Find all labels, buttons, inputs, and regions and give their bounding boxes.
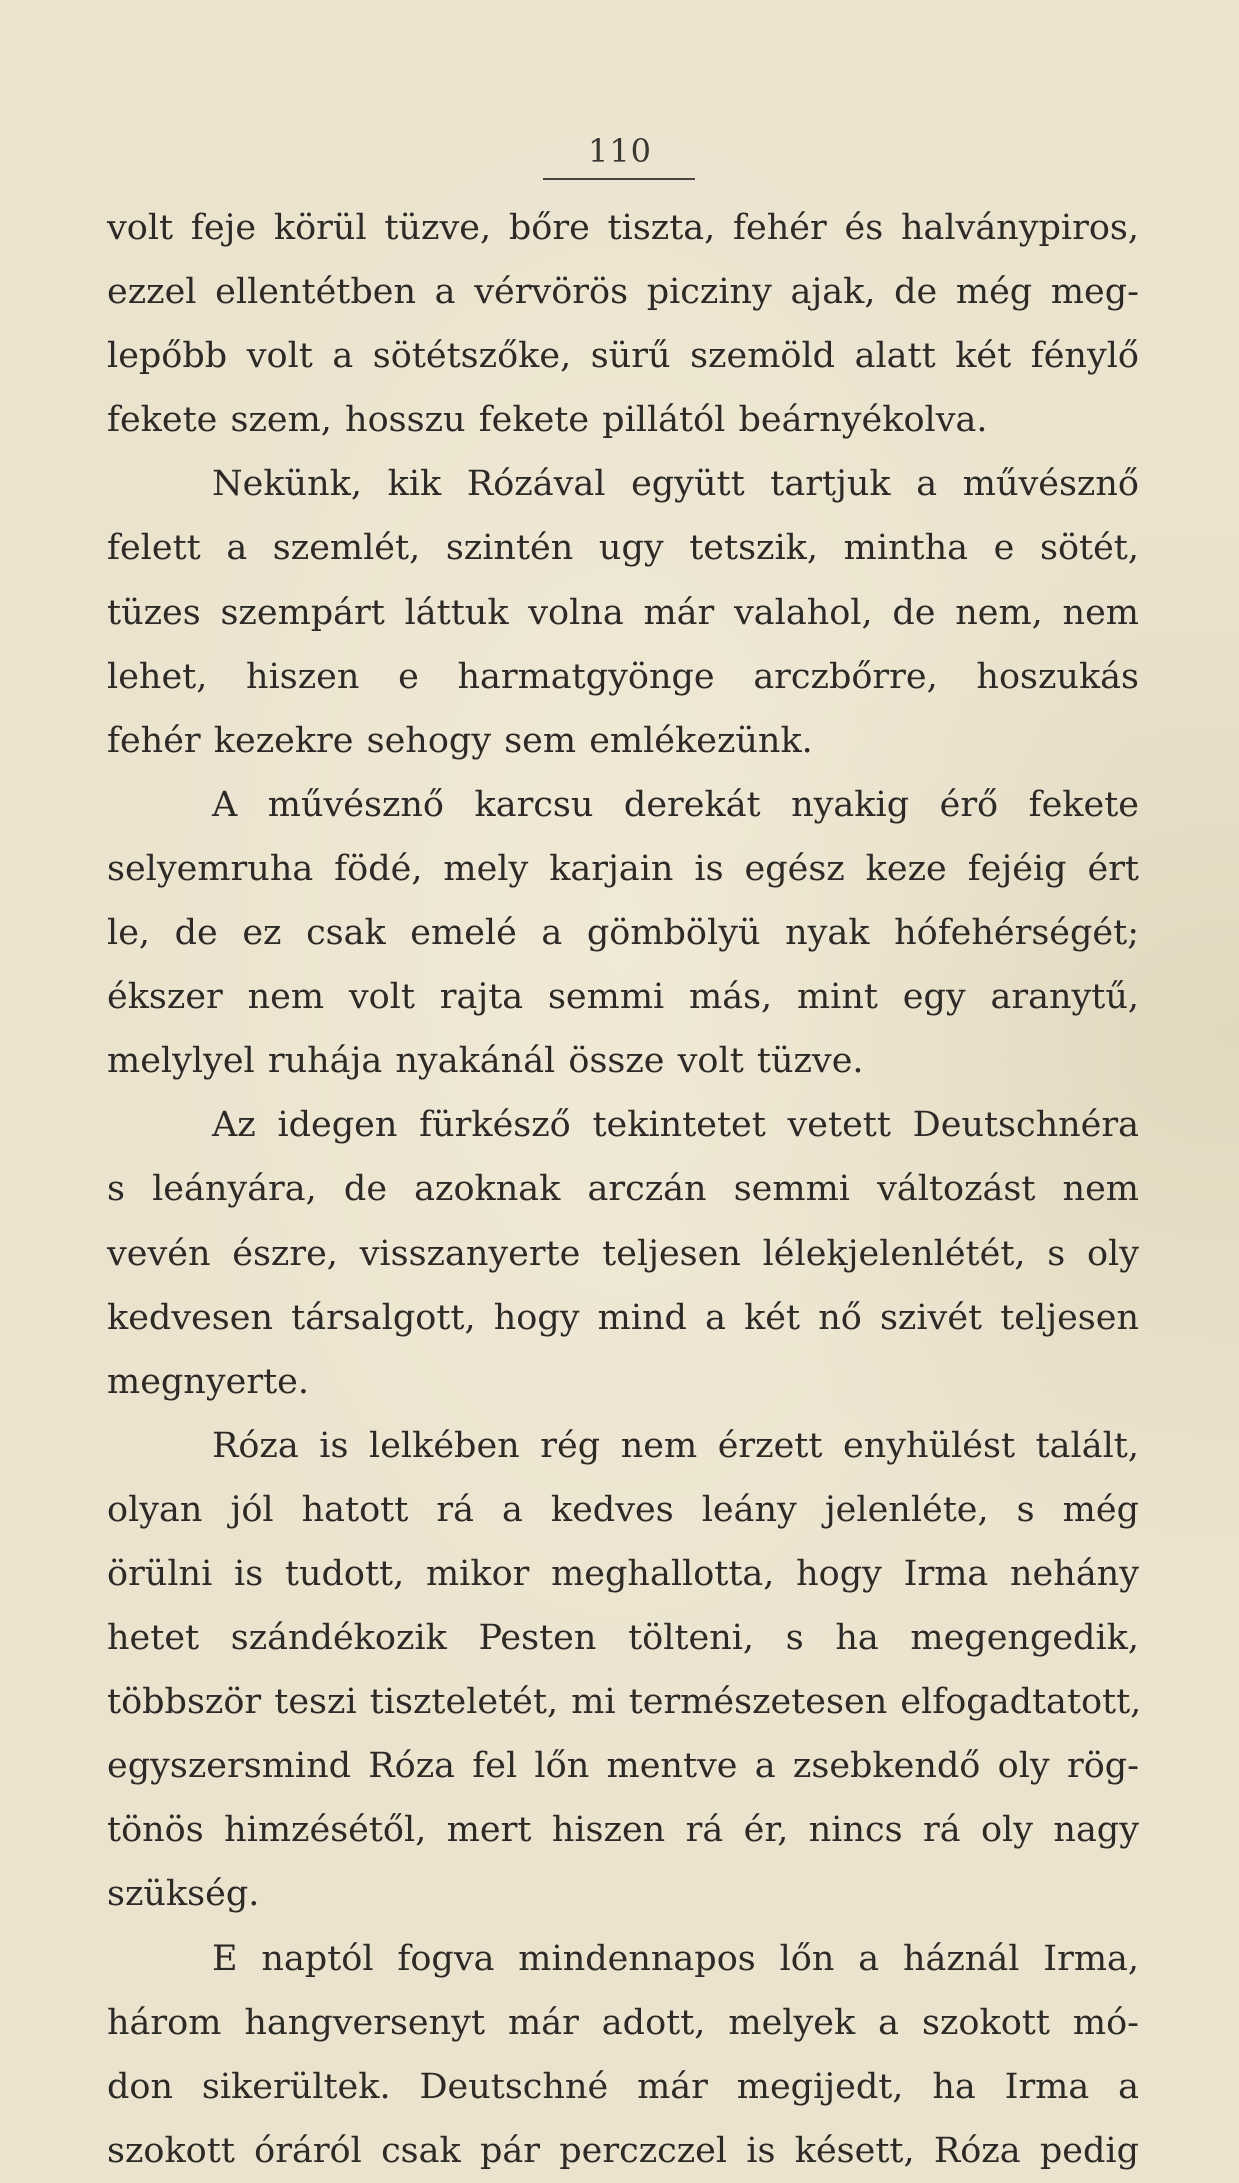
text-line: volt feje körül tüzve, bőre tiszta, fehér és halványpiros, <box>107 208 1139 248</box>
text-line: fehér kezekre sehogy sem emlékezünk. <box>107 720 813 761</box>
text-line: hetet szándékozik Pesten tölteni, s ha megengedik, <box>107 1618 1139 1659</box>
page-number-rule <box>543 178 695 180</box>
paragraph-first-line: E naptól fogva mindennapos lőn a háznál Irma, <box>212 1938 1139 1979</box>
text-line: melylyel ruhája nyakánál össze volt tüzve. <box>107 1041 864 1082</box>
page-number: 110 <box>587 132 653 170</box>
text-line: ezzel ellentétben a vérvörös picziny ajak, de még meg- <box>107 272 1139 313</box>
text-line: tönös himzésétől, mert hiszen rá ér, nincs rá oly nagy <box>107 1810 1139 1851</box>
text-line: vevén észre, visszanyerte teljesen lélekjelenlétét, s oly <box>107 1233 1139 1274</box>
paragraph-first-line: Róza is lelkében rég nem érzett enyhülést talált, <box>212 1425 1139 1466</box>
text-line: megnyerte. <box>107 1361 309 1402</box>
text-line: tüzes szempárt láttuk volna már valahol, de nem, nem <box>107 592 1139 633</box>
text-line: fekete szem, hosszu fekete pillától beárnyékolva. <box>107 400 988 441</box>
text-line: felett a szemlét, szintén ugy tetszik, mintha e sötét, <box>107 528 1139 569</box>
text-line: don sikerültek. Deutschné már megijedt, ha Irma a <box>107 2066 1139 2107</box>
paragraph-first-line: A művésznő karcsu derekát nyakig érő fekete <box>212 784 1139 825</box>
paragraph-first-line: Az idegen fürkésző tekintetet vetett Deutschnéra <box>212 1105 1139 1146</box>
text-line: többször teszi tiszteletét, mi természetesen elfogadtatott, <box>107 1682 1142 1723</box>
text-line: szükség. <box>107 1874 260 1915</box>
text-line: le, de ez csak emelé a gömbölyü nyak hófehérségét; <box>107 913 1139 954</box>
text-line: olyan jól hatott rá a kedves leány jelenléte, s még <box>107 1489 1139 1530</box>
text-line: kedvesen társalgott, hogy mind a két nő szivét teljesen <box>107 1297 1139 1338</box>
paragraph-first-line: Nekünk, kik Rózával együtt tartjuk a művésznő <box>212 464 1139 505</box>
text-line: selyemruha födé, mely karjain is egész keze fejéig ért <box>107 848 1139 889</box>
text-line: szokott óráról csak pár perczczel is késett, Róza pedig <box>107 2130 1139 2171</box>
text-line: ékszer nem volt rajta semmi más, mint egy aranytű, <box>107 977 1139 1018</box>
text-line: s leányára, de azoknak arczán semmi változást nem <box>107 1169 1139 1210</box>
body-text <box>107 196 1142 2183</box>
text-line: lehet, hiszen e harmatgyönge arczbőrre, hoszukás <box>107 656 1139 697</box>
text-line: egyszersmind Róza fel lőn mentve a zsebkendő oly rög- <box>107 1746 1139 1787</box>
text-line: lepőbb volt a sötétszőke, sürű szemöld alatt két fénylő <box>107 336 1139 377</box>
text-line: három hangversenyt már adott, melyek a szokott mó- <box>107 2002 1139 2043</box>
text-line: örülni is tudott, mikor meghallotta, hogy Irma nehány <box>107 1553 1139 1594</box>
